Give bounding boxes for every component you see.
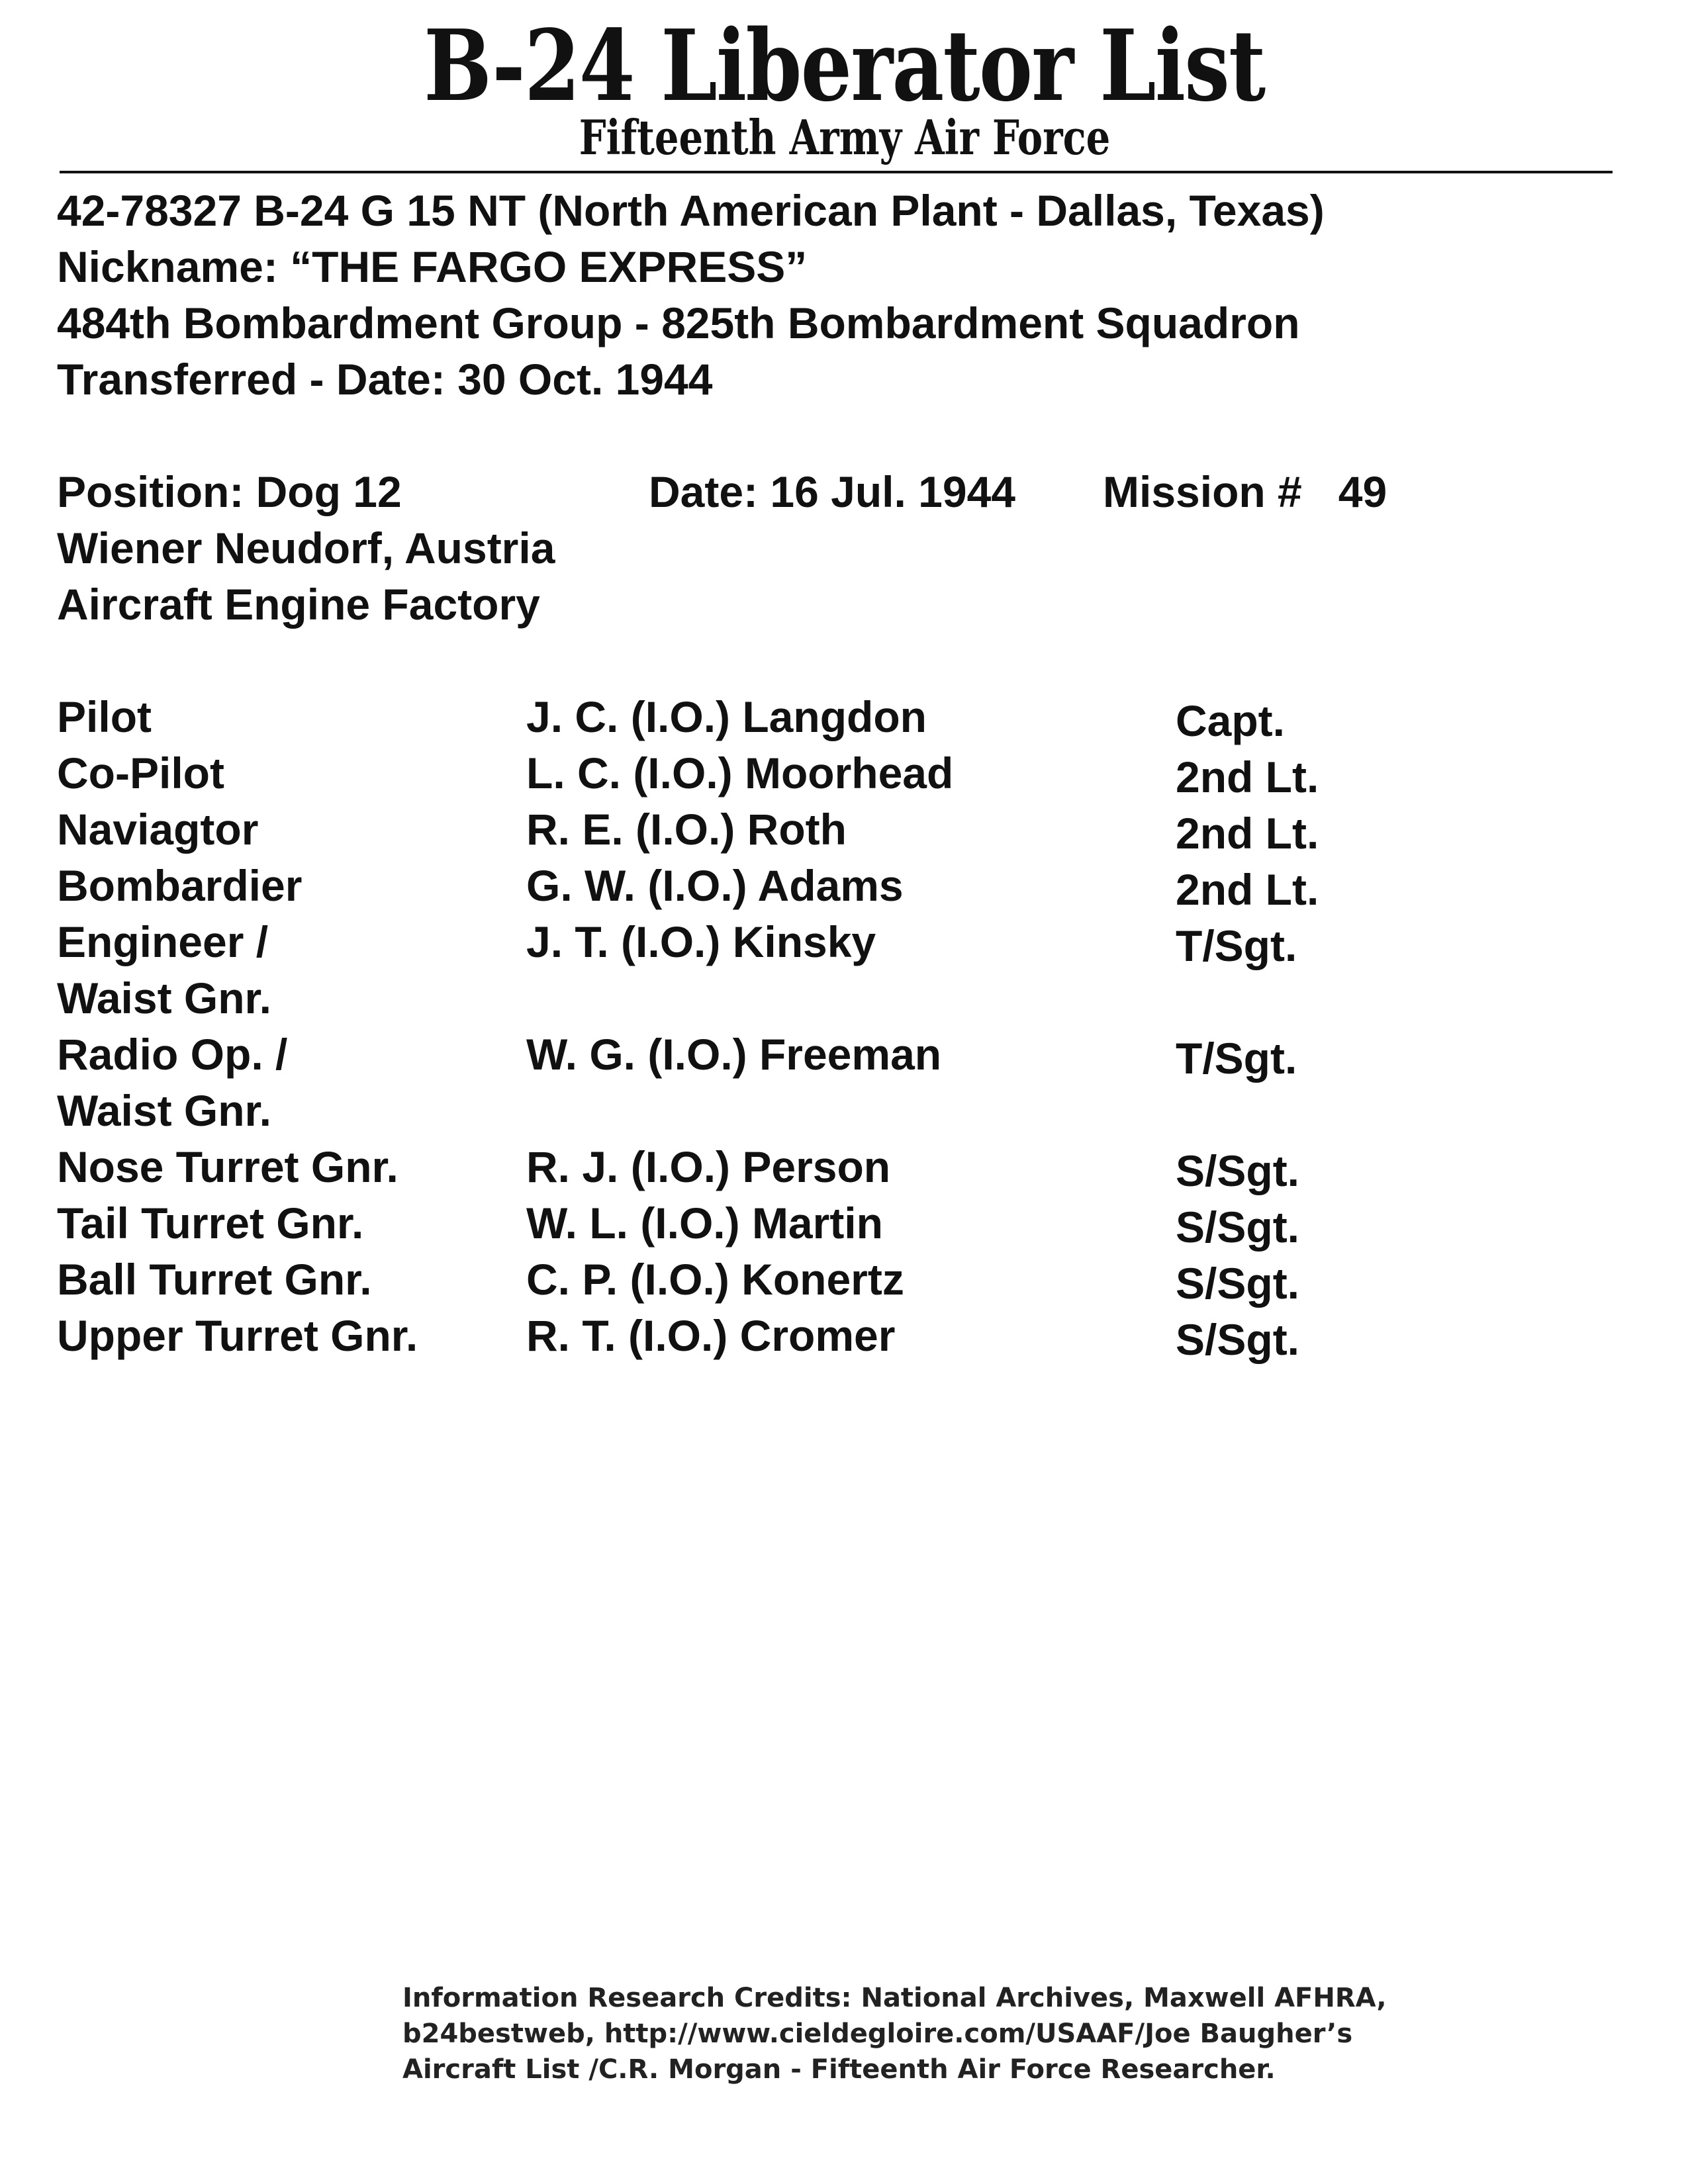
crew-role-engineer: Engineer / [57, 917, 269, 966]
crew-rank-upper-turret: S/Sgt. [1176, 1315, 1300, 1364]
mission-date: Date: 16 Jul. 1944 [649, 467, 1015, 516]
aircraft-group-line: 484th Bombardment Group - 825th Bombardment Squadron [57, 298, 1300, 347]
crew-name-ball-turret: C. P. (I.O.) Konertz [526, 1255, 904, 1304]
mission-target: Aircraft Engine Factory [57, 580, 540, 629]
mission-location: Wiener Neudorf, Austria [57, 523, 555, 572]
crew-name-tail-turret: W. L. (I.O.) Martin [526, 1199, 883, 1248]
crew-role-navigator: Naviagtor [57, 805, 259, 854]
crew-role-engineer-line2: Waist Gnr. [57, 974, 271, 1023]
page-subtitle: Fifteenth Army Air Force [579, 109, 1111, 165]
header-divider [60, 171, 1613, 173]
crew-rank-pilot: Capt. [1176, 696, 1285, 745]
credits-line-1: Information Research Credits: National Archives, Maxwell AFHRA, [402, 1983, 1387, 2013]
page-title: B-24 Liberator List [424, 8, 1265, 123]
crew-name-navigator: R. E. (I.O.) Roth [526, 805, 847, 854]
crew-rank-nose-turret: S/Sgt. [1176, 1146, 1300, 1195]
crew-name-bombardier: G. W. (I.O.) Adams [526, 861, 904, 910]
crew-rank-navigator: 2nd Lt. [1176, 809, 1319, 858]
crew-rank-radio-op: T/Sgt. [1176, 1034, 1297, 1083]
aircraft-nickname-line: Nickname: “THE FARGO EXPRESS” [57, 242, 808, 291]
crew-name-nose-turret: R. J. (I.O.) Person [526, 1142, 891, 1191]
credits-line-2: b24bestweb, http://www.cieldegloire.com/USAAF/Joe Baugher’s [402, 2019, 1353, 2049]
crew-rank-engineer: T/Sgt. [1176, 921, 1297, 970]
crew-role-nose-turret: Nose Turret Gnr. [57, 1142, 399, 1191]
mission-number: Mission # 49 [1103, 467, 1387, 516]
aircraft-serial-line: 42-78327 B-24 G 15 NT (North American Plant - Dallas, Texas) [57, 186, 1325, 235]
crew-role-pilot: Pilot [57, 692, 152, 741]
crew-name-pilot: J. C. (I.O.) Langdon [526, 692, 927, 741]
crew-role-radio-op: Radio Op. / [57, 1030, 288, 1079]
crew-rank-bombardier: 2nd Lt. [1176, 865, 1319, 914]
crew-name-co-pilot: L. C. (I.O.) Moorhead [526, 749, 954, 797]
mission-position: Position: Dog 12 [57, 467, 402, 516]
research-credits [402, 1980, 1435, 2087]
crew-role-upper-turret: Upper Turret Gnr. [57, 1311, 418, 1360]
aircraft-transferred-line: Transferred - Date: 30 Oct. 1944 [57, 355, 713, 404]
crew-role-co-pilot: Co-Pilot [57, 749, 224, 797]
crew-rank-ball-turret: S/Sgt. [1176, 1259, 1300, 1308]
crew-role-ball-turret: Ball Turret Gnr. [57, 1255, 372, 1304]
crew-rank-tail-turret: S/Sgt. [1176, 1203, 1300, 1251]
crew-role-bombardier: Bombardier [57, 861, 303, 910]
crew-name-upper-turret: R. T. (I.O.) Cromer [526, 1311, 896, 1360]
crew-name-radio-op: W. G. (I.O.) Freeman [526, 1030, 942, 1079]
credits-line-3: Aircraft List /C.R. Morgan - Fifteenth Air Force Researcher. [402, 2054, 1276, 2085]
crew-role-tail-turret: Tail Turret Gnr. [57, 1199, 364, 1248]
crew-name-engineer: J. T. (I.O.) Kinsky [526, 917, 876, 966]
crew-rank-co-pilot: 2nd Lt. [1176, 752, 1319, 801]
crew-role-radio-op-line2: Waist Gnr. [57, 1086, 271, 1135]
